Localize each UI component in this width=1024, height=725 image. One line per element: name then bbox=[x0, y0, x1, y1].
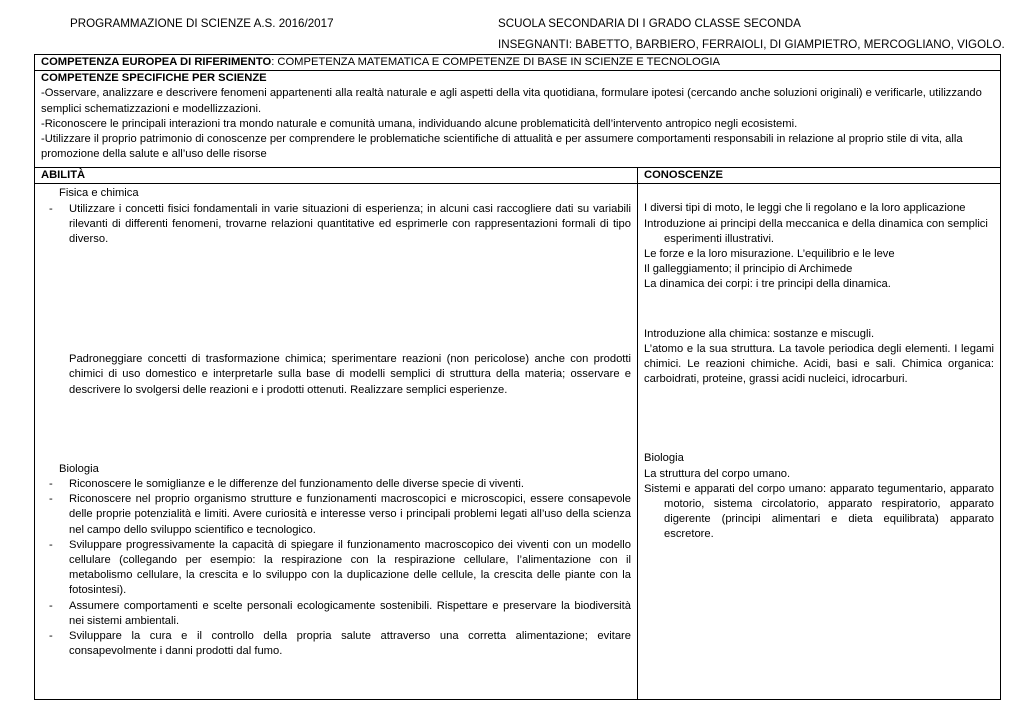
biologia-conoscenze-title: Biologia bbox=[644, 452, 684, 465]
conoscenza-line: La dinamica dei corpi: i tre principi della dinamica. bbox=[644, 278, 891, 291]
conoscenze-header: CONOSCENZE bbox=[638, 168, 1001, 184]
teachers-label: INSEGNANTI: BABETTO, BARBIERO, FERRAIOLI, DI GIAMPIETRO, MERCOGLIANO, VIGOLO. bbox=[498, 38, 1005, 51]
specifiche-item: -Utilizzare il proprio patrimonio di conoscenze per comprendere le problematiche scientifiche di attualità e per assumere comportamenti responsabili in relazione al proprio stile di vita, alla promozione della salute e all’uso delle risorse bbox=[41, 133, 963, 161]
biologia-title: Biologia bbox=[59, 462, 99, 475]
conoscenze-cell bbox=[638, 184, 1001, 700]
list-item: - Utilizzare i concetti fisici fondamentali in varie situazioni di esperienza; in alcuni casi raccogliere dati su variabili rilevanti di differenti fenomeni, trovarne relazioni quantitative ed esprimerle con rappresentazioni formali di tipo diverso. bbox=[41, 202, 631, 248]
chimica-conoscenza-detail: L’atomo e la sua struttura. La tavole periodica degli elementi. I legami chimici. Le reazioni chimiche. Acidi, basi e sali. Chimica organica: carboidrati, proteine, grassi acidi nucleici, idrocarburi. bbox=[644, 342, 994, 386]
specifiche-item: -Riconoscere le principali interazioni tra mondo naturale e comunità umana, individuando alcune problematicità dell’intervento antropico negli ecosistemi. bbox=[41, 117, 798, 130]
specifiche-title: COMPETENZE SPECIFICHE PER SCIENZE bbox=[41, 72, 267, 85]
competenza-row bbox=[35, 55, 1001, 71]
biologia-conoscenza-detail: Sistemi e apparati del corpo umano: apparato tegumentario, apparato motorio, sistema circolatorio, apparato respiratorio, apparato digerente (principi alimentari e dieta equilibrata) apparato escretore. bbox=[644, 482, 994, 541]
content-row bbox=[35, 184, 1001, 700]
school-label: SCUOLA SECONDARIA DI I GRADO CLASSE SECONDA bbox=[498, 17, 801, 30]
biologia-conoscenza-line: La struttura del corpo umano. bbox=[644, 467, 791, 480]
list-item: - Assumere comportamenti e scelte personali ecologicamente sostenibili. Rispettare e preservare la biodiversità nei sistemi ambientali. bbox=[41, 599, 631, 629]
chimica-abilita: Padroneggiare concetti di trasformazione chimica; sperimentare reazioni (non pericolose) anche con prodotti chimici di uso domestico e interpretarle sulla base di modelli semplici di struttura della materia; osservare e descrivere lo svolgersi delle reazioni e i prodotti ottenuti. Realizzare semplici esperienze. bbox=[69, 353, 631, 396]
competenza-text: : COMPETENZA MATEMATICA E COMPETENZE DI BASE IN SCIENZE E TECNOLOGIA bbox=[271, 56, 720, 68]
spacer bbox=[644, 387, 994, 451]
list-item: - Riconoscere le somiglianze e le differenze del funzionamento delle diverse specie di viventi. bbox=[41, 477, 631, 492]
list-item: - Sviluppare progressivamente la capacità di spiegare il funzionamento macroscopico dei viventi con un modello cellulare (collegando per esempio: la respirazione con la respirazione cellulare, l’alimentazione con il metabolismo cellulare, la crescita e lo sviluppo con la duplicazione delle cellule, la crescita delle piante con la fotosintesi). bbox=[41, 538, 631, 599]
competenza-label: COMPETENZA EUROPEA DI RIFERIMENTO bbox=[41, 56, 272, 68]
fisica-list bbox=[41, 202, 631, 248]
doc-title: PROGRAMMAZIONE DI SCIENZE A.S. 2016/2017 bbox=[70, 17, 334, 30]
conoscenza-line: Le forze e la loro misurazione. L’equilibrio e le leve bbox=[644, 248, 895, 261]
conoscenza-line: I diversi tipi di moto, le leggi che li regolano e la loro applicazione bbox=[644, 202, 966, 215]
specifiche-item: -Osservare, analizzare e descrivere fenomeni appartenenti alla realtà naturale e agli aspetti della vita quotidiana, formulare ipotesi (cercando anche soluzioni originali) e verificarle, utilizzando semplici schematizzazioni e modellizzazioni. bbox=[41, 87, 982, 115]
fisica-title: Fisica e chimica bbox=[59, 187, 139, 200]
biologia-list bbox=[41, 477, 631, 659]
programme-table bbox=[34, 54, 1001, 700]
abilita-cell bbox=[35, 184, 638, 700]
specifiche-cell bbox=[35, 71, 1001, 168]
list-item: - Sviluppare la cura e il controllo della propria salute attraverso una corretta alimentazione; evitare consapevolmente i danni prodotti dal fumo. bbox=[41, 629, 631, 659]
spacer bbox=[41, 398, 631, 462]
competenza-cell bbox=[35, 55, 1001, 71]
specifiche-row bbox=[35, 71, 1001, 168]
chimica-conoscenza: Introduzione alla chimica: sostanze e miscugli. bbox=[644, 327, 875, 340]
columns-header-row bbox=[35, 168, 1001, 184]
abilita-header: ABILITÀ bbox=[35, 168, 638, 184]
spacer bbox=[644, 293, 994, 327]
list-item: - Riconoscere nel proprio organismo strutture e funzionamenti macroscopici e microscopici, essere consapevole delle proprie potenzialità e limiti. Avere curiosità e interesse verso i principali problemi legati all’uso della scienza nel campo dello sviluppo scientifico e tecnologico. bbox=[41, 492, 631, 538]
conoscenza-line: Il galleggiamento; il principio di Archimede bbox=[644, 263, 853, 276]
conoscenza-line: Introduzione ai principi della meccanica e della dinamica con semplici esperimenti illustrativi. bbox=[644, 217, 988, 245]
spacer bbox=[41, 247, 631, 352]
